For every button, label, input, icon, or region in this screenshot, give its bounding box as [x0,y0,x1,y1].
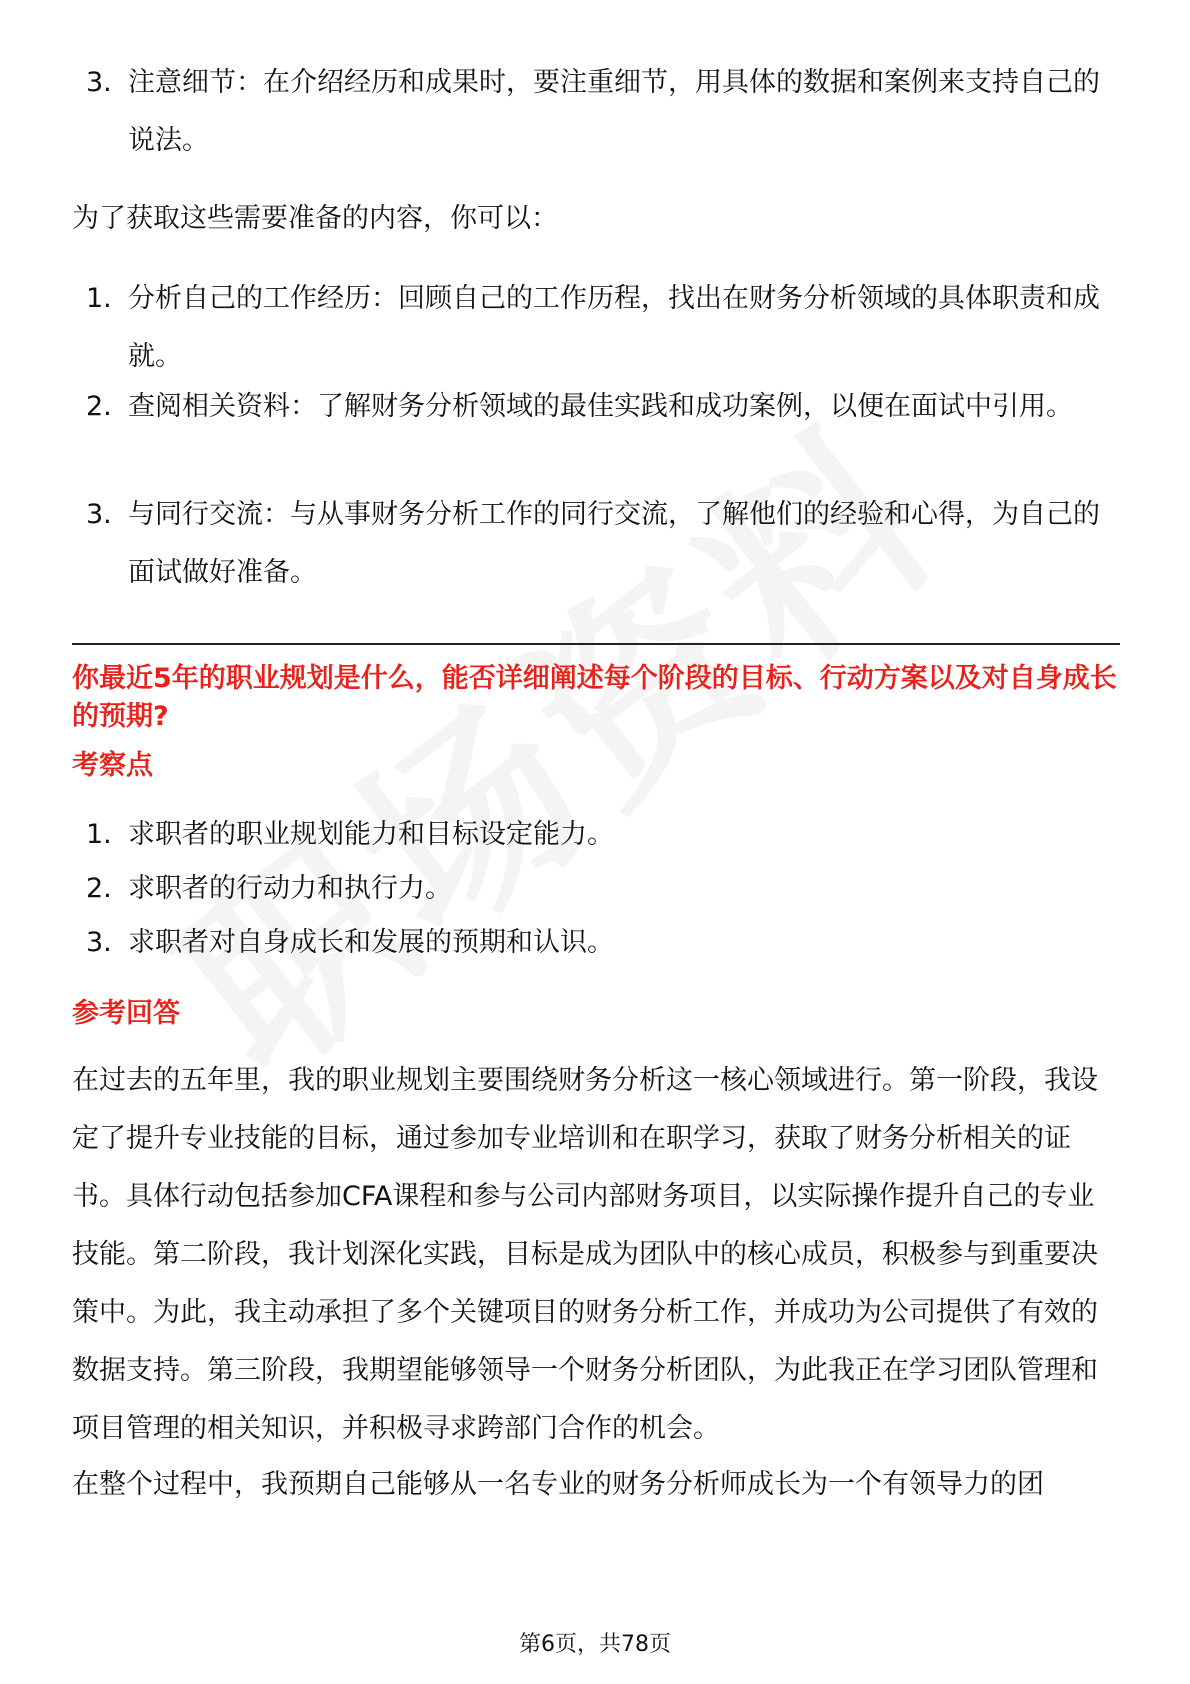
answer-paragraph: 在过去的五年里，我的职业规划主要围绕财务分析这一核心领域进行。第一阶段，我设定了提升专业技能的目标，通过参加专业培训和在职学习，获取了财务分析相关的证书。具体行动包括参加CFA课程和参与公司内部财务项目，以实际操作提升自己的专业技能。第二阶段，我计划深化实践，目标是成为团队中的核心成员，积极参与到重要决策中。为此，我主动承担了多个关键项目的财务分析工作，并成功为公司提供了有效的数据支持。第三阶段，我期望能够领导一个财务分析团队，为此我正在学习团队管理和项目管理的相关知识，并积极寻求跨部门合作的机会。 [72,1065,1098,1444]
intro-line: 为了获取这些需要准备的内容，你可以： [72,203,558,234]
list-number: 2. [86,873,112,904]
list-item [86,378,1116,436]
section-heading-answer: 参考回答 [72,998,180,1029]
list-number: 3. [86,67,112,98]
list-item [86,914,1116,972]
list-text: 求职者对自身成长和发展的预期和认识。 [128,927,614,958]
answer-paragraph: 在整个过程中，我预期自己能够从一名专业的财务分析师成长为一个有领导力的团 [72,1469,1044,1500]
list-item [86,270,1116,386]
list-number: 1. [86,283,112,314]
page-number: 第6页，共78页 [519,1632,671,1657]
list-text: 求职者的行动力和执行力。 [128,873,452,904]
list-item [86,806,1116,864]
list-text: 分析自己的工作经历：回顾自己的工作历程，找出在财务分析领域的具体职责和成就。 [128,283,1100,372]
list-item [86,860,1116,918]
list-number: 3. [86,927,112,958]
section-divider [72,643,1120,645]
list-number: 1. [86,819,112,850]
list-item [86,54,1116,170]
list-text: 与同行交流：与从事财务分析工作的同行交流，了解他们的经验和心得，为自己的面试做好准备。 [128,499,1100,588]
list-text: 查阅相关资料：了解财务分析领域的最佳实践和成功案例，以便在面试中引用。 [128,391,1073,422]
section-heading-points: 考察点 [72,750,153,781]
list-number: 3. [86,499,112,530]
list-text: 注意细节：在介绍经历和成果时，要注重细节，用具体的数据和案例来支持自己的说法。 [128,67,1100,156]
list-text: 求职者的职业规划能力和目标设定能力。 [128,819,614,850]
question-heading: 你最近5年的职业规划是什么，能否详细阐述每个阶段的目标、行动方案以及对自身成长的预期? [72,663,1117,732]
list-item [86,486,1116,602]
list-number: 2. [86,391,112,422]
